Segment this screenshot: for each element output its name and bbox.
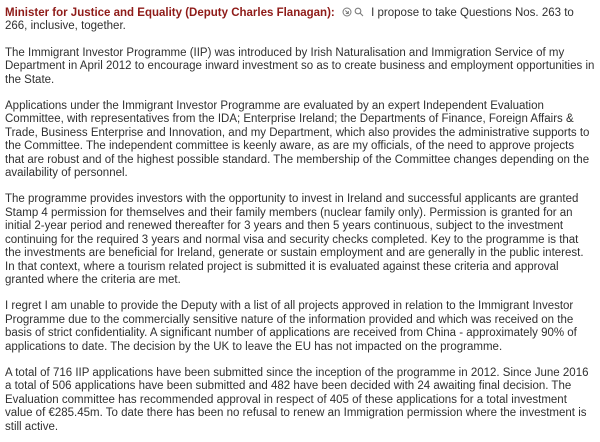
search-icon[interactable] <box>354 7 364 17</box>
speech-paragraph-confidentiality: I regret I am unable to provide the Deputy with a list of all projects approved in relation to the Immigrant Investor Programme due to the commercially sensitive nature of the information provided and which was received on the basis of strict confidentiality. A significant number of applications are received from China - approximately 90% of applications to date. The decision by the UK to leave the EU has not impacted on the programme. <box>5 300 577 353</box>
opening-text: I propose to take Questions Nos. 263 to 266, inclusive, together. <box>5 7 574 33</box>
in-context-icon[interactable] <box>342 7 352 17</box>
speech-paragraph-evaluation-committee: Applications under the Immigrant Investor Programme are evaluated by an expert Independent Evaluation Committee, with representatives from the IDA; Enterprise Ireland; the Departments of Finance, Foreign Affairs & Trade, Business Enterprise and Innovation, and my Department, which also provides the administrative supports to the Committee. The independent committee is keenly aware, as are my officials, of the need to approve projects that are robust and of the highest possible standard. The membership of the Committee changes depending on the availability of personnel. <box>5 100 590 180</box>
speech-paragraph-iip-intro: The Immigrant Investor Programme (IIP) was introduced by Irish Naturalisation and Immigration Service of my Department in April 2012 to encourage inward investment so as to create business and employment opportunities in the State. <box>5 46 595 86</box>
speech-paragraph-statistics: A total of 716 IIP applications have been submitted since the inception of the programme in 2012. Since June 2016 a total of 506 applications have been submitted and 482 have been decided with 24 awaiting final decision. The Evaluation committee has recommended approval in respect of 405 of these applications for a total investment value of €285.45m. To date there has been no refusal to renew an Immigration permission where the investment is still active. <box>5 366 589 433</box>
speaker-name[interactable]: Minister for Justice and Equality (Deputy Charles Flanagan): <box>5 7 335 19</box>
opening-paragraph <box>5 7 595 34</box>
speech-paragraph-stamp4-permission: The programme provides investors with the opportunity to invest in Ireland and successful applicants are granted Stamp 4 permission for themselves and their family members (nuclear family only). Permission is granted for an initial 2-year period and renewed thereafter for 3 years and then 5 years continuous, subject to the investment continuing for the required 3 years and normal visa and security checks completed. Key to the programme is that the investments are beneficial for Ireland, generate or sustain employment and are generally in the public interest. In that context, where a tourism related project is submitted it is evaluated against these criteria and approval granted where the criteria are met. <box>5 193 584 286</box>
speech-action-icons <box>341 7 365 19</box>
